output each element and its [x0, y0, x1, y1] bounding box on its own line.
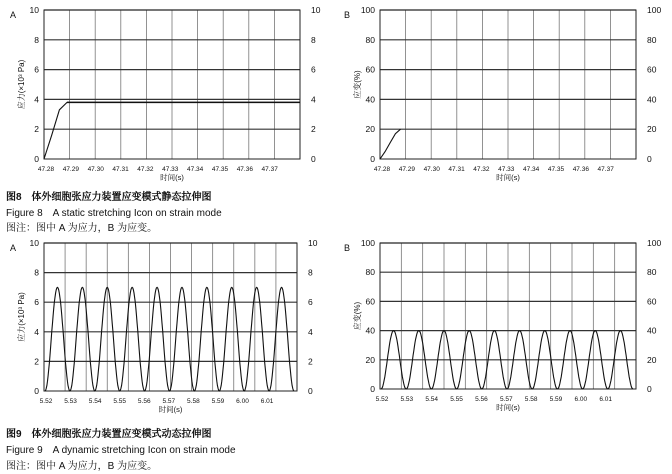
x-tick-label: 47.28	[37, 166, 55, 173]
y-tick-label: 100	[360, 5, 375, 15]
x-tick-label: 5.57	[499, 396, 513, 403]
y-tick-label: 0	[370, 154, 375, 164]
y-tick-label: 80	[365, 34, 375, 45]
x-axis-label: 时间(s)	[496, 173, 520, 182]
panel-label-8A: A	[10, 10, 17, 20]
panel-label-8B: B	[344, 10, 351, 20]
x-tick-label: 6.00	[236, 398, 249, 405]
x-tick-label: 5.54	[88, 398, 102, 405]
right-y-tick-label: 40	[647, 94, 657, 105]
figure9-caption-en: Figure 9 A dynamic stretching Icon on strain mode	[6, 445, 236, 456]
x-axis-label: 时间(s)	[160, 173, 184, 182]
y-tick-label: 8	[34, 34, 39, 45]
x-tick-label: 47.34	[522, 166, 540, 173]
y-tick-label: 0	[34, 154, 39, 164]
x-tick-label: 5.56	[475, 396, 488, 403]
y-tick-label: 4	[34, 326, 39, 337]
right-y-tick-label: 0	[647, 154, 652, 164]
right-y-tick-label: 40	[647, 325, 657, 336]
right-y-tick-label: 0	[647, 384, 652, 394]
x-tick-label: 5.58	[524, 396, 538, 403]
x-tick-label: 47.37	[261, 166, 278, 173]
right-y-tick-label: 60	[647, 64, 657, 75]
right-y-tick-label: 100	[647, 5, 662, 15]
x-tick-label: 47.33	[162, 166, 179, 173]
figure8-caption-cn: 图8 体外细胞张应力装置应变模式静态拉伸图	[6, 192, 212, 203]
y-tick-label: 60	[365, 64, 375, 75]
y-tick-label: 60	[365, 296, 375, 307]
y-axis-label: 应变(%)	[353, 70, 362, 99]
y-axis-label: 应变(%)	[353, 301, 362, 331]
panel-label-9A: A	[10, 243, 17, 253]
y-tick-label: 6	[34, 64, 39, 75]
right-y-tick-label: 2	[311, 124, 316, 135]
figure9-caption-cn: 图9 体外细胞张应力装置应变模式动态拉伸图	[6, 429, 212, 440]
x-tick-label: 5.57	[162, 398, 176, 405]
right-y-tick-label: 8	[311, 34, 316, 45]
x-tick-label: 47.35	[547, 166, 565, 173]
right-y-tick-label: 0	[308, 386, 313, 396]
y-axis-label: 应力(×10³ Pa)	[17, 59, 26, 110]
right-y-tick-label: 20	[647, 354, 657, 365]
x-axis-label: 时间(s)	[496, 403, 520, 412]
y-tick-label: 100	[360, 238, 375, 248]
right-y-tick-label: 60	[647, 296, 657, 307]
y-tick-label: 6	[34, 297, 39, 308]
x-tick-label: 47.30	[423, 166, 440, 173]
figure9-note: 图注：图中 A 为应力，B 为应变。	[6, 461, 158, 472]
x-tick-label: 5.53	[400, 396, 414, 403]
x-tick-label: 47.32	[473, 166, 490, 173]
x-tick-label: 47.32	[137, 166, 154, 173]
right-y-tick-label: 8	[308, 267, 313, 278]
right-y-tick-label: 0	[311, 154, 316, 164]
y-tick-label: 40	[365, 325, 375, 336]
figure8-note: 图注：图中 A 为应力，B 为应变。	[6, 223, 158, 234]
right-y-tick-label: 100	[647, 238, 662, 248]
x-tick-label: 47.29	[62, 166, 79, 173]
x-tick-label: 6.01	[599, 396, 613, 403]
x-tick-label: 5.59	[549, 396, 563, 403]
x-tick-label: 47.30	[87, 166, 104, 173]
x-tick-label: 6.01	[260, 398, 274, 405]
y-tick-label: 20	[365, 354, 375, 365]
right-y-tick-label: 2	[308, 356, 313, 367]
y-tick-label: 80	[365, 267, 375, 278]
right-y-tick-label: 80	[647, 34, 657, 45]
y-tick-label: 0	[34, 386, 39, 396]
x-tick-label: 47.35	[211, 166, 229, 173]
y-tick-label: 40	[365, 94, 375, 105]
x-tick-label: 6.00	[574, 396, 588, 403]
y-tick-label: 2	[34, 124, 39, 135]
y-tick-label: 4	[34, 94, 39, 105]
x-tick-label: 47.31	[112, 166, 129, 173]
right-y-tick-label: 4	[308, 326, 313, 337]
x-tick-label: 5.55	[113, 398, 127, 405]
x-tick-label: 5.54	[425, 396, 439, 403]
right-y-tick-label: 4	[311, 94, 316, 105]
x-tick-label: 5.56	[137, 398, 151, 405]
right-y-tick-label: 6	[308, 297, 313, 308]
y-tick-label: 20	[365, 124, 375, 135]
x-tick-label: 47.37	[597, 166, 614, 173]
figure8-caption-en: Figure 8 A static stretching Icon on strain mode	[6, 208, 222, 219]
x-tick-label: 47.36	[236, 166, 253, 173]
right-y-tick-label: 20	[647, 124, 657, 135]
y-axis-label: 应力(×10³ Pa)	[17, 292, 26, 342]
right-y-tick-label: 6	[311, 64, 316, 75]
y-tick-label: 10	[29, 5, 39, 15]
x-axis-label: 时间(s)	[158, 405, 183, 414]
x-tick-label: 47.28	[373, 166, 391, 173]
x-tick-label: 47.34	[186, 166, 204, 173]
y-tick-label: 8	[34, 267, 39, 278]
x-tick-label: 47.29	[398, 166, 415, 173]
right-y-tick-label: 10	[311, 5, 321, 15]
y-tick-label: 2	[34, 356, 39, 367]
x-tick-label: 47.33	[498, 166, 515, 173]
x-tick-label: 47.36	[572, 166, 589, 173]
right-y-tick-label: 10	[308, 238, 318, 248]
y-tick-label: 10	[29, 238, 39, 248]
x-tick-label: 5.52	[375, 396, 389, 403]
x-tick-label: 5.55	[450, 396, 463, 403]
x-tick-label: 5.59	[211, 398, 225, 405]
x-tick-label: 5.53	[64, 398, 77, 405]
x-tick-label: 5.58	[187, 398, 200, 405]
panel-label-9B: B	[344, 243, 351, 253]
right-y-tick-label: 80	[647, 267, 657, 278]
x-tick-label: 47.31	[448, 166, 465, 173]
y-tick-label: 0	[370, 384, 375, 394]
x-tick-label: 5.52	[39, 398, 53, 405]
